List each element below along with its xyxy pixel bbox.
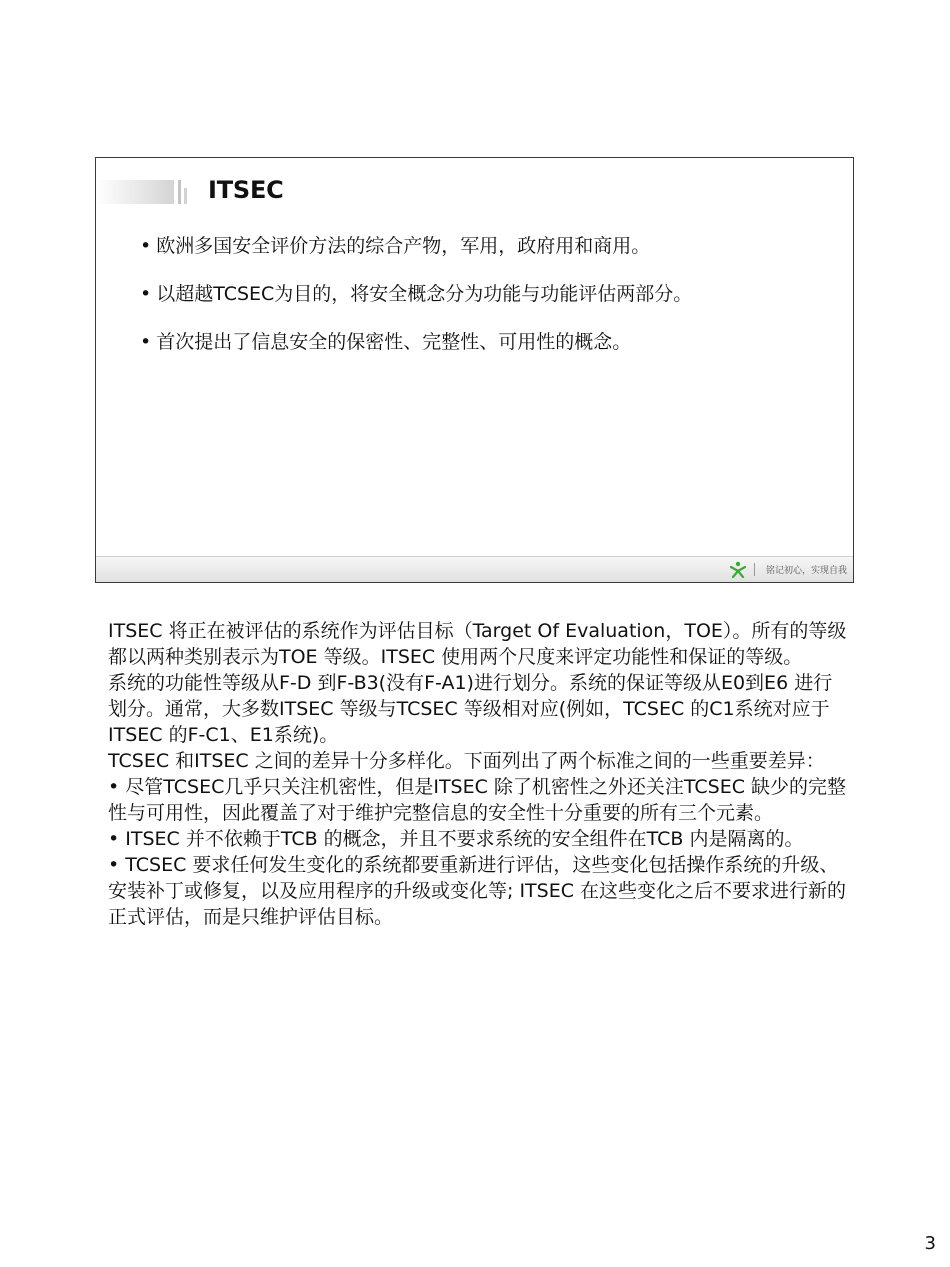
notes-paragraph: ITSEC 将正在被评估的系统作为评估目标（Target Of Evaluation，TOE）。所有的等级都以两种类别表示为TOE 等级。ITSEC 使用两个尺度来评定功能性和保证的等级。 [108, 620, 847, 668]
footer-slogan: 铭记初心，实现自我 [765, 566, 847, 576]
bullet-list [140, 232, 840, 376]
notes-paragraph: 系统的功能性等级从F-D 到F-B3(没有F-A1)进行划分。系统的保证等级从E0到E6 进行划分。通常，大多数ITSEC 等级与TCSEC 等级相对应(例如，TCSEC 的C1系统对应于ITSEC 的F-C1、E1系统)。 [108, 672, 833, 746]
slide-thumbnail [95, 157, 854, 583]
title-accent-bar [178, 180, 181, 204]
page-number: 3 [924, 1233, 936, 1254]
notes-paragraph: • TCSEC 要求任何发生变化的系统都要重新进行评估，这些变化包括操作系统的升级、安装补丁或修复，以及应用程序的升级或变化等; ITSEC 在这些变化之后不要求进行新的正式评估，而是只维护评估目标。 [108, 854, 847, 928]
slide-notes [108, 618, 848, 930]
title-accent-bar [184, 188, 187, 204]
notes-paragraph: • 尽管TCSEC几乎只关注机密性，但是ITSEC 除了机密性之外还关注TCSEC 缺少的完整性与可用性，因此覆盖了对于维护完整信息的安全性十分重要的所有三个元素。 [108, 776, 847, 824]
bullet-item: • 首次提出了信息安全的保密性、完整性、可用性的概念。 [140, 328, 840, 356]
notes-paragraph: • ITSEC 并不依赖于TCB 的概念，并且不要求系统的安全组件在TCB 内是隔离的。 [108, 828, 804, 850]
notes-paragraph: TCSEC 和ITSEC 之间的差异十分多样化。下面列出了两个标准之间的一些重要差异： [108, 750, 825, 772]
bullet-item: • 欧洲多国安全评价方法的综合产物，军用，政府用和商用。 [140, 232, 840, 260]
slide-title: ITSEC [208, 176, 284, 204]
green-figure-logo-icon [729, 561, 747, 578]
slide-footer [96, 556, 853, 582]
bullet-item: • 以超越TCSEC为目的，将安全概念分为功能与功能评估两部分。 [140, 280, 840, 308]
title-decoration [96, 180, 174, 204]
footer-divider [754, 563, 755, 576]
